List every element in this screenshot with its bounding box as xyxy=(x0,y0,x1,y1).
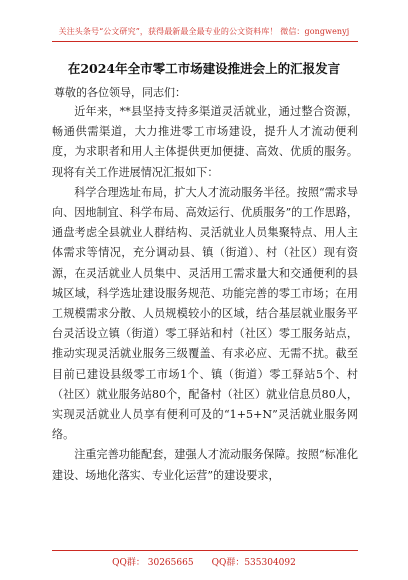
promo-header: 关注头条号“公文研究”，获得最新最全最专业的公文资料库！ 微信：gongwenyj xyxy=(58,27,350,36)
qq-group-2: QQ群：535304092 xyxy=(211,558,296,568)
paragraph-facilities: 注重完善功能配套，建强人才流动服务保障。按照“标准化建设、场地化落实、专业化运营”的建设要求， xyxy=(52,448,358,482)
paragraph-site-layout: 科学合理选址布局，扩大人才流动服务半径。按照“需求导向、因地制宜、科学布局、高效运行、优质服务”的工作思路，通盘考虑全县就业人群结构、灵活就业人员集聚特点、用人主体需求等情况，充分调动县、镇（街道）、村（社区）现有资源，在灵活就业人员集中、灵活用工需求量大和交通便利的县城区域，科学选址建设服务规范、功能完善的零工市场；在用工规模需求分散、人员规模较小的区域，结合基层就业服务平台灵活设立镇（街道）零工驿站和村（社区）零工服务站点，推动实现灵活就业服务三级覆盖、有求必应、无需不扰。截至目前已建设县级零工市场1个、镇（街道）零工驿站5个、村（社区）就业服务站80个，配备村（社区）就业信息员80人，实现灵活就业人员享有便利可及的“1+5+N”灵活就业服务网络。 xyxy=(52,185,358,442)
document-title: 在2024年全市零工市场建设推进会上的汇报发言 xyxy=(67,61,341,76)
document-body xyxy=(52,102,358,486)
qq-group-1: QQ群： 30265665 xyxy=(112,558,194,568)
paragraph-intro: 近年来，**县坚持支持多渠道灵活就业，通过整合资源，畅通供需渠道，大力推进零工市场建设，提升人才流动便利度，为求职者和用人主体提供更加便捷、高效、优质的服务。现将有关工作进展情况汇报如下： xyxy=(52,105,358,179)
salutation: 尊敬的各位领导，同志们： xyxy=(54,86,186,99)
footer-contact xyxy=(0,555,408,568)
footer-divider xyxy=(52,550,358,551)
header-divider xyxy=(52,41,358,42)
